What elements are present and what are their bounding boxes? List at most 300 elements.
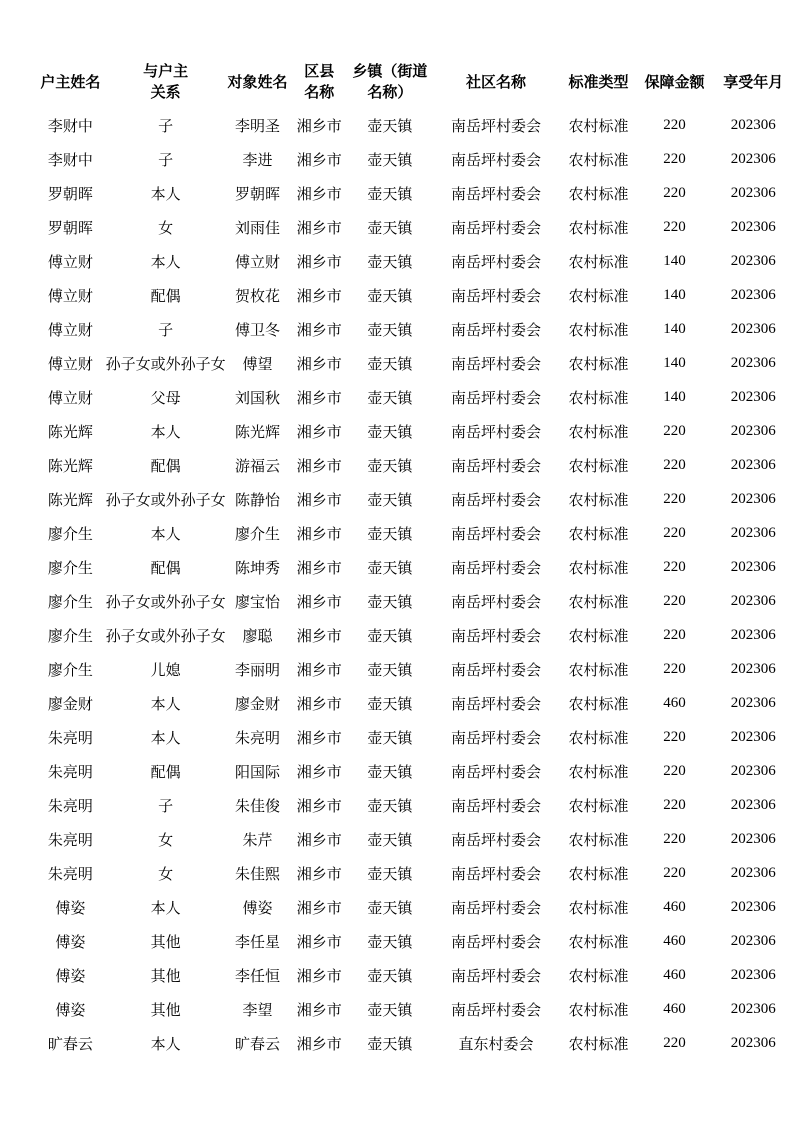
cell-community: 南岳坪村委会: [450, 968, 541, 985]
cell-district: 湘乡市: [296, 220, 342, 237]
cell-community: 南岳坪村委会: [450, 322, 541, 339]
cell-month: 202306: [730, 116, 776, 133]
cell-month: 202306: [730, 252, 776, 269]
cell-community: 南岳坪村委会: [450, 832, 541, 849]
cell-relation: 父母: [150, 390, 181, 407]
table-row: [35, 380, 793, 414]
cell-standard: 农村标准: [568, 832, 629, 849]
column-header-relation: [106, 58, 226, 108]
cell-month: 202306: [730, 320, 776, 337]
cell-relation: 孙子女或外孙子女: [105, 492, 226, 509]
cell-person: 陈静怡: [234, 492, 280, 509]
cell-standard: 农村标准: [568, 594, 629, 611]
cell-relation: 子: [158, 798, 174, 815]
column-header-community: [431, 58, 562, 108]
cell-month: 202306: [730, 1000, 776, 1017]
column-header-label: 保障金额: [644, 74, 705, 91]
cell-standard: 农村标准: [568, 1002, 629, 1019]
cell-amount: 220: [663, 456, 686, 473]
cell-person: 傅卫冬: [234, 322, 280, 339]
cell-householder: 廖介生: [47, 594, 93, 611]
cell-month: 202306: [730, 728, 776, 745]
table-row: [35, 958, 793, 992]
cell-person: 廖宝怡: [234, 594, 280, 611]
cell-amount: 140: [663, 320, 686, 337]
cell-community: 南岳坪村委会: [450, 764, 541, 781]
cell-householder: 廖介生: [47, 628, 93, 645]
column-header-label: 名称: [304, 85, 335, 101]
cell-householder: 廖金财: [47, 696, 93, 713]
cell-district: 湘乡市: [296, 798, 342, 815]
cell-district: 湘乡市: [296, 560, 342, 577]
cell-relation: 孙子女或外孙子女: [105, 628, 226, 645]
cell-township: 壶天镇: [367, 934, 413, 951]
cell-district: 湘乡市: [296, 118, 342, 135]
cell-standard: 农村标准: [568, 254, 629, 271]
table-row: [35, 482, 793, 516]
cell-community: 南岳坪村委会: [450, 696, 541, 713]
cell-standard: 农村标准: [568, 526, 629, 543]
table-row: [35, 176, 793, 210]
cell-householder: 廖介生: [47, 662, 93, 679]
cell-month: 202306: [730, 558, 776, 575]
cell-householder: 朱亮明: [47, 764, 93, 781]
cell-relation: 本人: [150, 424, 181, 441]
cell-relation: 子: [158, 118, 174, 135]
cell-amount: 140: [663, 252, 686, 269]
column-header-label: 对象姓名: [227, 74, 288, 91]
cell-householder: 傅姿: [55, 1002, 86, 1019]
cell-district: 湘乡市: [296, 832, 342, 849]
column-header-month: [713, 58, 793, 108]
cell-relation: 子: [158, 322, 174, 339]
cell-district: 湘乡市: [296, 186, 342, 203]
cell-community: 南岳坪村委会: [450, 730, 541, 747]
cell-township: 壶天镇: [367, 594, 413, 611]
benefits-table: [35, 58, 793, 1060]
column-header-label: 关系: [150, 85, 181, 101]
column-header-person: [226, 58, 290, 108]
cell-standard: 农村标准: [568, 934, 629, 951]
cell-person: 廖聪: [242, 628, 273, 645]
cell-community: 南岳坪村委会: [450, 254, 541, 271]
cell-amount: 220: [663, 218, 686, 235]
cell-person: 朱佳熙: [234, 866, 280, 883]
cell-standard: 农村标准: [568, 1036, 629, 1053]
table-row: [35, 652, 793, 686]
cell-person: 李任恒: [234, 968, 280, 985]
cell-community: 南岳坪村委会: [450, 934, 541, 951]
cell-community: 南岳坪村委会: [450, 526, 541, 543]
cell-community: 南岳坪村委会: [450, 458, 541, 475]
cell-relation: 女: [158, 832, 174, 849]
table-row: [35, 244, 793, 278]
cell-relation: 本人: [150, 1036, 181, 1053]
cell-community: 南岳坪村委会: [450, 866, 541, 883]
cell-township: 壶天镇: [367, 492, 413, 509]
cell-community: 南岳坪村委会: [450, 220, 541, 237]
cell-relation: 配偶: [150, 560, 181, 577]
cell-person: 李明圣: [234, 118, 280, 135]
table-row: [35, 346, 793, 380]
cell-householder: 傅立财: [47, 254, 93, 271]
cell-relation: 孙子女或外孙子女: [105, 594, 226, 611]
cell-township: 壶天镇: [367, 424, 413, 441]
cell-amount: 220: [663, 830, 686, 847]
cell-householder: 傅立财: [47, 390, 93, 407]
cell-community: 南岳坪村委会: [450, 390, 541, 407]
table-row: [35, 754, 793, 788]
cell-standard: 农村标准: [568, 696, 629, 713]
column-header-township: [349, 58, 430, 108]
cell-district: 湘乡市: [296, 662, 342, 679]
cell-standard: 农村标准: [568, 186, 629, 203]
cell-month: 202306: [730, 150, 776, 167]
cell-district: 湘乡市: [296, 594, 342, 611]
column-header-label: 社区名称: [465, 74, 526, 91]
cell-district: 湘乡市: [296, 152, 342, 169]
cell-month: 202306: [730, 626, 776, 643]
cell-person: 李任星: [234, 934, 280, 951]
cell-standard: 农村标准: [568, 492, 629, 509]
cell-relation: 本人: [150, 526, 181, 543]
column-header-label: 乡镇（街道: [352, 64, 428, 80]
cell-relation: 本人: [150, 186, 181, 203]
cell-person: 旷春云: [234, 1036, 280, 1053]
cell-relation: 其他: [150, 968, 181, 985]
cell-relation: 本人: [150, 254, 181, 271]
cell-township: 壶天镇: [367, 1036, 413, 1053]
table-row: [35, 992, 793, 1026]
cell-district: 湘乡市: [296, 934, 342, 951]
cell-township: 壶天镇: [367, 968, 413, 985]
cell-month: 202306: [730, 592, 776, 609]
cell-householder: 陈光辉: [47, 458, 93, 475]
column-header-standard: [561, 58, 635, 108]
cell-month: 202306: [730, 898, 776, 915]
table-row: [35, 720, 793, 754]
cell-relation: 配偶: [150, 458, 181, 475]
cell-person: 陈坤秀: [234, 560, 280, 577]
cell-relation: 其他: [150, 934, 181, 951]
cell-township: 壶天镇: [367, 118, 413, 135]
cell-relation: 孙子女或外孙子女: [105, 356, 226, 373]
cell-relation: 本人: [150, 696, 181, 713]
cell-amount: 220: [663, 592, 686, 609]
cell-amount: 220: [663, 626, 686, 643]
table-row: [35, 550, 793, 584]
table-row: [35, 924, 793, 958]
cell-relation: 女: [158, 866, 174, 883]
cell-township: 壶天镇: [367, 356, 413, 373]
cell-month: 202306: [730, 694, 776, 711]
column-header-label: 与户主: [143, 64, 189, 80]
cell-month: 202306: [730, 422, 776, 439]
cell-amount: 460: [663, 694, 686, 711]
cell-person: 傅姿: [242, 900, 273, 917]
cell-standard: 农村标准: [568, 628, 629, 645]
cell-householder: 傅立财: [47, 288, 93, 305]
cell-township: 壶天镇: [367, 866, 413, 883]
cell-relation: 本人: [150, 900, 181, 917]
table-row: [35, 822, 793, 856]
cell-month: 202306: [730, 830, 776, 847]
cell-community: 南岳坪村委会: [450, 628, 541, 645]
cell-community: 南岳坪村委会: [450, 492, 541, 509]
cell-person: 朱亮明: [234, 730, 280, 747]
cell-standard: 农村标准: [568, 356, 629, 373]
column-header-label: 名称）: [367, 85, 413, 101]
cell-district: 湘乡市: [296, 322, 342, 339]
table-header-row: [35, 58, 793, 108]
table-row: [35, 686, 793, 720]
cell-amount: 460: [663, 966, 686, 983]
cell-community: 南岳坪村委会: [450, 152, 541, 169]
cell-community: 直东村委会: [458, 1036, 534, 1053]
column-header-district: [289, 58, 349, 108]
table-row: [35, 856, 793, 890]
cell-person: 李丽明: [234, 662, 280, 679]
cell-householder: 李财中: [47, 152, 93, 169]
cell-district: 湘乡市: [296, 730, 342, 747]
cell-township: 壶天镇: [367, 662, 413, 679]
cell-township: 壶天镇: [367, 526, 413, 543]
column-header-householder: [35, 58, 106, 108]
cell-householder: 朱亮明: [47, 798, 93, 815]
cell-month: 202306: [730, 864, 776, 881]
cell-district: 湘乡市: [296, 1036, 342, 1053]
cell-month: 202306: [730, 218, 776, 235]
cell-community: 南岳坪村委会: [450, 662, 541, 679]
cell-township: 壶天镇: [367, 152, 413, 169]
cell-amount: 220: [663, 524, 686, 541]
cell-township: 壶天镇: [367, 254, 413, 271]
table-row: [35, 108, 793, 142]
table-header: [35, 58, 793, 108]
cell-township: 壶天镇: [367, 730, 413, 747]
cell-person: 朱佳俊: [234, 798, 280, 815]
table-row: [35, 1026, 793, 1060]
cell-township: 壶天镇: [367, 322, 413, 339]
cell-month: 202306: [730, 354, 776, 371]
cell-district: 湘乡市: [296, 526, 342, 543]
cell-district: 湘乡市: [296, 900, 342, 917]
cell-district: 湘乡市: [296, 866, 342, 883]
cell-amount: 460: [663, 898, 686, 915]
cell-standard: 农村标准: [568, 560, 629, 577]
cell-amount: 220: [663, 728, 686, 745]
cell-amount: 220: [663, 150, 686, 167]
cell-district: 湘乡市: [296, 356, 342, 373]
column-header-label: 享受年月: [723, 74, 784, 91]
cell-person: 罗朝晖: [234, 186, 280, 203]
table-row: [35, 312, 793, 346]
cell-community: 南岳坪村委会: [450, 1002, 541, 1019]
cell-relation: 子: [158, 152, 174, 169]
cell-householder: 朱亮明: [47, 730, 93, 747]
cell-district: 湘乡市: [296, 696, 342, 713]
table-row: [35, 788, 793, 822]
cell-person: 廖金财: [234, 696, 280, 713]
cell-householder: 陈光辉: [47, 492, 93, 509]
cell-relation: 配偶: [150, 764, 181, 781]
column-header-label: 区县: [304, 64, 335, 80]
cell-person: 李进: [242, 152, 273, 169]
cell-householder: 李财中: [47, 118, 93, 135]
cell-person: 傅望: [242, 356, 273, 373]
cell-amount: 140: [663, 286, 686, 303]
cell-person: 傅立财: [234, 254, 280, 271]
table-row: [35, 142, 793, 176]
cell-person: 刘国秋: [234, 390, 280, 407]
cell-relation: 儿媳: [150, 662, 181, 679]
cell-householder: 傅姿: [55, 968, 86, 985]
cell-month: 202306: [730, 286, 776, 303]
cell-amount: 220: [663, 490, 686, 507]
cell-district: 湘乡市: [296, 1002, 342, 1019]
cell-township: 壶天镇: [367, 186, 413, 203]
cell-amount: 220: [663, 762, 686, 779]
cell-person: 李望: [242, 1002, 273, 1019]
cell-person: 贺枚花: [234, 288, 280, 305]
cell-person: 陈光辉: [234, 424, 280, 441]
column-header-amount: [636, 58, 714, 108]
table-row: [35, 890, 793, 924]
cell-month: 202306: [730, 524, 776, 541]
cell-month: 202306: [730, 388, 776, 405]
cell-amount: 220: [663, 660, 686, 677]
cell-township: 壶天镇: [367, 288, 413, 305]
cell-month: 202306: [730, 966, 776, 983]
cell-community: 南岳坪村委会: [450, 594, 541, 611]
cell-standard: 农村标准: [568, 730, 629, 747]
cell-person: 阳国际: [234, 764, 280, 781]
cell-district: 湘乡市: [296, 968, 342, 985]
table-row: [35, 618, 793, 652]
cell-township: 壶天镇: [367, 628, 413, 645]
cell-township: 壶天镇: [367, 458, 413, 475]
cell-amount: 220: [663, 558, 686, 575]
cell-standard: 农村标准: [568, 866, 629, 883]
cell-standard: 农村标准: [568, 390, 629, 407]
table-row: [35, 278, 793, 312]
cell-householder: 陈光辉: [47, 424, 93, 441]
table-row: [35, 516, 793, 550]
cell-standard: 农村标准: [568, 798, 629, 815]
cell-amount: 220: [663, 796, 686, 813]
cell-standard: 农村标准: [568, 118, 629, 135]
cell-township: 壶天镇: [367, 696, 413, 713]
cell-amount: 220: [663, 184, 686, 201]
cell-month: 202306: [730, 932, 776, 949]
cell-township: 壶天镇: [367, 832, 413, 849]
cell-householder: 廖介生: [47, 560, 93, 577]
cell-township: 壶天镇: [367, 220, 413, 237]
cell-person: 游福云: [234, 458, 280, 475]
cell-month: 202306: [730, 762, 776, 779]
cell-community: 南岳坪村委会: [450, 288, 541, 305]
table-row: [35, 448, 793, 482]
cell-relation: 配偶: [150, 288, 181, 305]
cell-community: 南岳坪村委会: [450, 900, 541, 917]
cell-householder: 傅姿: [55, 900, 86, 917]
cell-community: 南岳坪村委会: [450, 560, 541, 577]
column-header-label: 标准类型: [568, 74, 629, 91]
cell-relation: 其他: [150, 1002, 181, 1019]
cell-relation: 女: [158, 220, 174, 237]
table-row: [35, 414, 793, 448]
cell-person: 廖介生: [234, 526, 280, 543]
cell-standard: 农村标准: [568, 424, 629, 441]
cell-amount: 220: [663, 864, 686, 881]
cell-month: 202306: [730, 490, 776, 507]
cell-township: 壶天镇: [367, 560, 413, 577]
cell-householder: 旷春云: [47, 1036, 93, 1053]
cell-householder: 廖介生: [47, 526, 93, 543]
cell-month: 202306: [730, 1034, 776, 1051]
cell-amount: 460: [663, 932, 686, 949]
cell-district: 湘乡市: [296, 628, 342, 645]
cell-standard: 农村标准: [568, 322, 629, 339]
cell-community: 南岳坪村委会: [450, 798, 541, 815]
cell-amount: 140: [663, 354, 686, 371]
cell-month: 202306: [730, 660, 776, 677]
cell-district: 湘乡市: [296, 492, 342, 509]
cell-relation: 本人: [150, 730, 181, 747]
cell-person: 刘雨佳: [234, 220, 280, 237]
cell-district: 湘乡市: [296, 424, 342, 441]
cell-standard: 农村标准: [568, 764, 629, 781]
cell-district: 湘乡市: [296, 254, 342, 271]
cell-district: 湘乡市: [296, 764, 342, 781]
cell-amount: 460: [663, 1000, 686, 1017]
cell-district: 湘乡市: [296, 390, 342, 407]
cell-householder: 傅立财: [47, 322, 93, 339]
column-header-label: 户主姓名: [40, 74, 101, 91]
cell-township: 壶天镇: [367, 900, 413, 917]
cell-district: 湘乡市: [296, 288, 342, 305]
cell-standard: 农村标准: [568, 288, 629, 305]
cell-householder: 罗朝晖: [47, 220, 93, 237]
cell-householder: 朱亮明: [47, 832, 93, 849]
table-row: [35, 584, 793, 618]
cell-township: 壶天镇: [367, 390, 413, 407]
table-row: [35, 210, 793, 244]
cell-householder: 傅姿: [55, 934, 86, 951]
cell-standard: 农村标准: [568, 968, 629, 985]
cell-amount: 220: [663, 1034, 686, 1051]
cell-community: 南岳坪村委会: [450, 424, 541, 441]
cell-person: 朱芹: [242, 832, 273, 849]
cell-standard: 农村标准: [568, 662, 629, 679]
cell-amount: 220: [663, 116, 686, 133]
cell-community: 南岳坪村委会: [450, 186, 541, 203]
cell-amount: 140: [663, 388, 686, 405]
cell-standard: 农村标准: [568, 220, 629, 237]
cell-month: 202306: [730, 456, 776, 473]
cell-standard: 农村标准: [568, 152, 629, 169]
cell-standard: 农村标准: [568, 900, 629, 917]
cell-district: 湘乡市: [296, 458, 342, 475]
cell-householder: 罗朝晖: [47, 186, 93, 203]
cell-householder: 朱亮明: [47, 866, 93, 883]
cell-township: 壶天镇: [367, 1002, 413, 1019]
table-body: [35, 108, 793, 1060]
cell-township: 壶天镇: [367, 798, 413, 815]
cell-township: 壶天镇: [367, 764, 413, 781]
cell-month: 202306: [730, 796, 776, 813]
cell-month: 202306: [730, 184, 776, 201]
